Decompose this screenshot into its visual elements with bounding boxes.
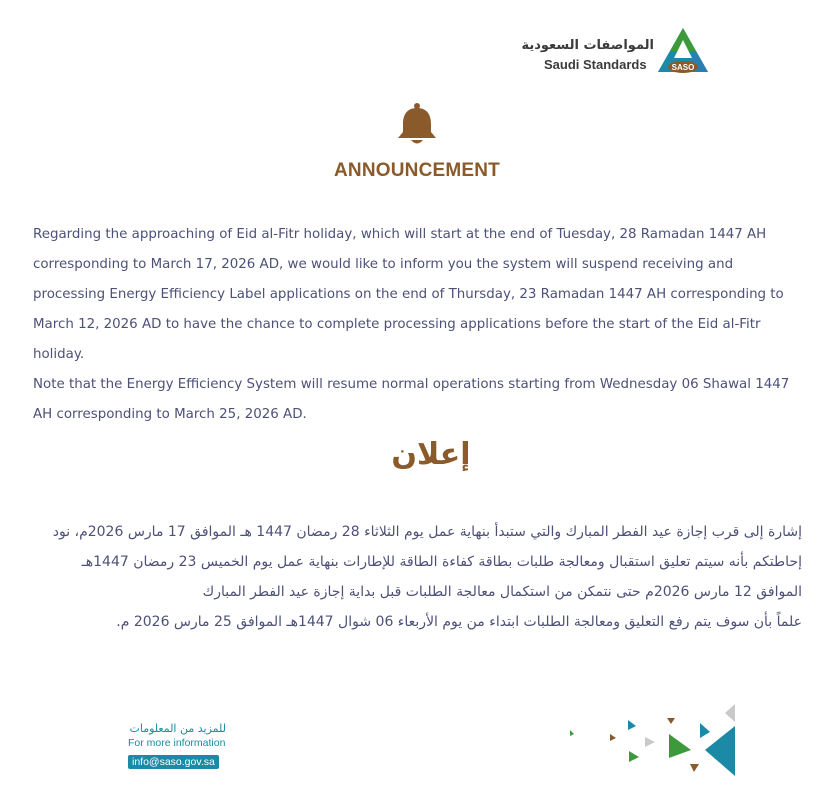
logo-arabic-name: المواصفات السعودية: [521, 38, 654, 53]
saso-logo[interactable]: [521, 26, 710, 76]
logo-badge-text: SASO: [671, 63, 695, 72]
announcement-paragraph-en-2: Note that the Energy Efficiency System will resume normal operations starting from Wednesday 06 Shawal 1447 AH corresponding to March 25, 2026 AD.: [33, 377, 790, 422]
announcement-body-ar: [40, 517, 802, 637]
more-info-arabic: للمزيد من المعلومات: [129, 722, 226, 735]
announcement-paragraph-en-1: Regarding the approaching of Eid al-Fitr holiday, which will start at the end of Tuesday, 28 Ramadan 1447 AH corresponding to March 17, 2026 AD, we would like to inform you the system will suspend receiving and processing Energy Efficiency Label applications on the end of Thursday, 23 Ramadan 1447 AH corresponding to March 12, 2026 AD to have the chance to complete processing applications before the start of the Eid al-Fitr holiday.: [33, 227, 784, 362]
contact-info: [128, 722, 230, 769]
bell-icon: [396, 102, 438, 146]
email-link[interactable]: info@saso.gov.sa: [128, 755, 219, 769]
announcement-title-en: ANNOUNCEMENT: [333, 160, 500, 181]
announcement-paragraph-ar-1: إشارة إلى قرب إجازة عيد الفطر المبارك والتي ستبدأ بنهاية عمل يوم الثلاثاء 28 رمضان 1447 هـ الموافق 17 مارس 2026م، نود إحاطتكم بأنه سيتم تعليق استقبال ومعالجة طلبات بطاقة كفاءة الطاقة للإطارات بنهاية عمل يوم الخميس 23 رمضان 1447هـ الموافق 12 مارس 2026م حتى نتمكن من استكمال معالجة الطلبات قبل بداية إجازة عيد الفطر المبارك: [52, 524, 802, 600]
announcement-paragraph-ar-2: علماً بأن سوف يتم رفع التعليق ومعالجة الطلبات ابتداء من يوم الأربعاء 06 شوال 1447هـ الموافق 25 مارس 2026 م.: [116, 614, 802, 630]
announcement-title-ar: إعلان: [391, 437, 471, 472]
decorative-triangles: [565, 704, 740, 780]
announcement-body-en: [33, 220, 803, 430]
logo-english-name: Saudi Standards: [544, 57, 647, 72]
saso-logo-icon: [656, 26, 710, 76]
more-info-english: For more information: [128, 737, 226, 749]
